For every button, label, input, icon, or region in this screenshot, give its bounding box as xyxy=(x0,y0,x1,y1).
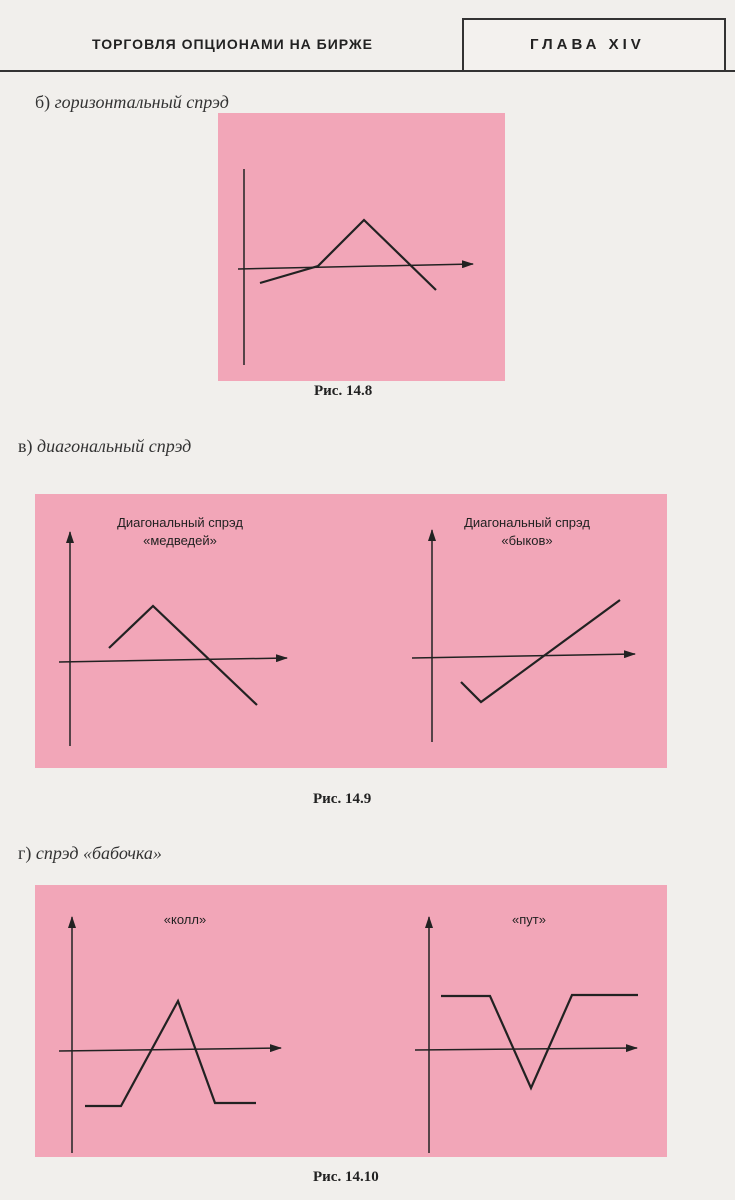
running-title: ТОРГОВЛЯ ОПЦИОНАМИ НА БИРЖЕ xyxy=(92,36,373,52)
section-b-letter: б) xyxy=(35,92,51,112)
put-payoff-line xyxy=(441,995,638,1088)
bull-x-axis xyxy=(412,654,635,658)
page-header xyxy=(0,18,735,72)
figure-14-8-caption: Рис. 14.8 xyxy=(314,383,373,399)
section-g-letter: г) xyxy=(18,843,32,863)
figure-14-9-caption: Рис. 14.9 xyxy=(313,791,372,807)
section-g-title: спрэд «бабочка» xyxy=(35,843,162,863)
section-g-heading xyxy=(18,843,162,864)
x-axis xyxy=(238,264,473,269)
bull-title-line2: «быков» xyxy=(501,533,553,548)
figure-14-9-panel xyxy=(35,494,667,768)
bear-payoff-line xyxy=(109,606,257,705)
bear-spread-title xyxy=(90,514,270,550)
bull-payoff-line xyxy=(461,600,620,702)
section-b-title: горизонтальный спрэд xyxy=(54,92,229,112)
bear-x-axis xyxy=(59,658,287,662)
payoff-line xyxy=(260,220,436,290)
bear-title-line1: Диагональный спрэд xyxy=(117,515,243,530)
section-v-letter: в) xyxy=(18,436,33,456)
bull-spread-title xyxy=(437,514,617,550)
section-b-heading xyxy=(35,92,229,113)
put-title: «пут» xyxy=(512,912,546,927)
call-payoff-line xyxy=(85,1001,256,1106)
bull-title-line1: Диагональный спрэд xyxy=(464,515,590,530)
call-x-axis xyxy=(59,1048,281,1051)
butterfly-spread-diagrams xyxy=(35,885,667,1157)
figure-14-10-panel xyxy=(35,885,667,1157)
call-title: «колл» xyxy=(163,912,207,927)
figure-14-10-caption: Рис. 14.10 xyxy=(313,1169,379,1185)
section-v-heading xyxy=(18,436,191,457)
figure-14-8-panel xyxy=(218,113,505,381)
section-v-title: диагональный спрэд xyxy=(37,436,192,456)
put-x-axis xyxy=(415,1048,637,1050)
bear-title-line2: «медведей» xyxy=(143,533,217,548)
horizontal-spread-diagram xyxy=(218,113,505,381)
chapter-label: ГЛАВА XIV xyxy=(530,36,645,53)
